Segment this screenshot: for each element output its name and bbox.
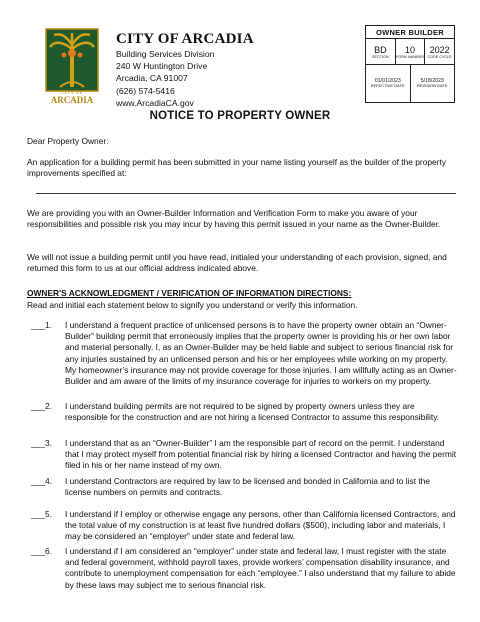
effective-date-value: 01/01/2023 [374,78,401,85]
property-address-line[interactable] [36,193,456,194]
revision-date-value: 5/18/2023 [420,78,444,85]
item-text-3: I understand that as an “Owner-Builder” I am the responsible part of record on the permit. I understand that I may protect myself from potential financial risk by hiring a licensed Contractor and having the permit filed in his or her name instead of my own. [65,438,457,471]
revision-date-cell [410,65,455,102]
owner-builder-row-dates [366,65,454,102]
salutation: Dear Property Owner: [27,136,109,146]
initial-blank-4[interactable]: ___4. [31,476,52,486]
acknowledgment-directions: Read and initial each statement below to signify you understand or verify this information. [27,300,358,310]
intro-paragraph: An application for a building permit has been submitted in your name listing yourself as the builder of the property improvements specified at: [27,157,446,179]
code-cycle-label: CODE CYCLE [427,54,452,59]
logo-text [44,91,100,105]
owner-builder-box [365,25,455,103]
address-line-phone: (626) 574-5416 [116,85,175,96]
acknowledgment-heading: OWNER'S ACKNOWLEDGMENT / VERIFICATION OF INFORMATION DIRECTIONS: [27,288,352,298]
section-label: SECTION [371,54,389,59]
will-not-paragraph: We will not issue a building permit until you have read, initialed your understanding of each provision, signed, and returned this form to us at our official address indicated above. [27,252,447,274]
address-line-division: Building Services Division [116,49,215,59]
initial-blank-1[interactable]: ___1. [31,320,52,330]
owner-builder-title: OWNER BUILDER [366,26,454,39]
effective-date-cell [366,65,410,102]
item-text-2: I understand building permits are not required to be signed by property owners unless they are responsible for the construction and are not hiring a licensed Contractor to assume this responsibility. [65,401,440,423]
item-text-5: I understand if I employ or otherwise engage any persons, other than California licensed Contractors, and the total value of my construction is at least five hundred dollars ($500), including labor and materials, I may be considered an “employer” under state and federal law. [65,509,456,542]
form-number-value: 10 [405,44,416,55]
notice-title: NOTICE TO PROPERTY OWNER [149,110,331,122]
address-line-street: 240 W Huntington Drive [116,61,208,72]
section-cell [366,39,395,64]
providing-paragraph: We are providing you with an Owner-Builder Information and Verification Form to make you aware of your responsibilities and possible risk you may incur by having this permit issued in your name as the Owner-Builder. [27,208,441,230]
address-line-website[interactable]: www.ArcadiaCA.gov [116,97,194,108]
address-line-city: Arcadia, CA 91007 [116,73,188,84]
code-cycle-value: 2022 [429,44,450,55]
initial-blank-5[interactable]: ___5. [31,509,52,519]
initial-blank-6[interactable]: ___6. [31,546,52,556]
form-number-cell [395,39,425,64]
form-number-label: FORM NUMBER [395,54,425,59]
effective-date-label: EFFECTIVE DATE [371,83,405,89]
item-text-4: I understand Contractors are required by law to be licensed and bonded in California and to list the license numbers on permits and contracts. [65,476,430,498]
code-cycle-cell [424,39,454,64]
owner-builder-row-codes [366,39,454,65]
initial-blank-2[interactable]: ___2. [31,401,52,411]
revision-date-label: REVISION DATE [416,83,448,89]
city-title: CITY OF ARCADIA [116,31,254,47]
logo-name-text: ARCADIA [50,95,94,105]
item-text-6: I understand if I am considered an “employer” under state and federal law, I must register with the state and federal government, withhold payroll taxes, provide workers’ compensation disability insurance, and contribute to unemployment compensation for each “employee.” I also understand that my failure to abide by these laws may subject me to serious financial risk. [65,546,456,590]
initial-blank-3[interactable]: ___3. [31,438,52,448]
section-value: BD [374,44,387,55]
logo-city-text: CITY OF [61,91,83,96]
address-block [116,48,214,109]
item-text-1: I understand a frequent practice of unlicensed persons is to have the property owner obtain an “Owner-Builder” building permit that erroneously implies that the property owner is providing his or her own labor and material personally. I, as an Owner-Builder may be held liable and subject to serious financial risk for any injuries sustained by an unlicensed person and his or her employees while working on my property. My homeowner’s insurance may not provide coverage for those injuries. I am willfully acting as an Owner-Builder and am aware of the limits of my insurance coverage for injuries to workers on my property. [65,320,457,387]
